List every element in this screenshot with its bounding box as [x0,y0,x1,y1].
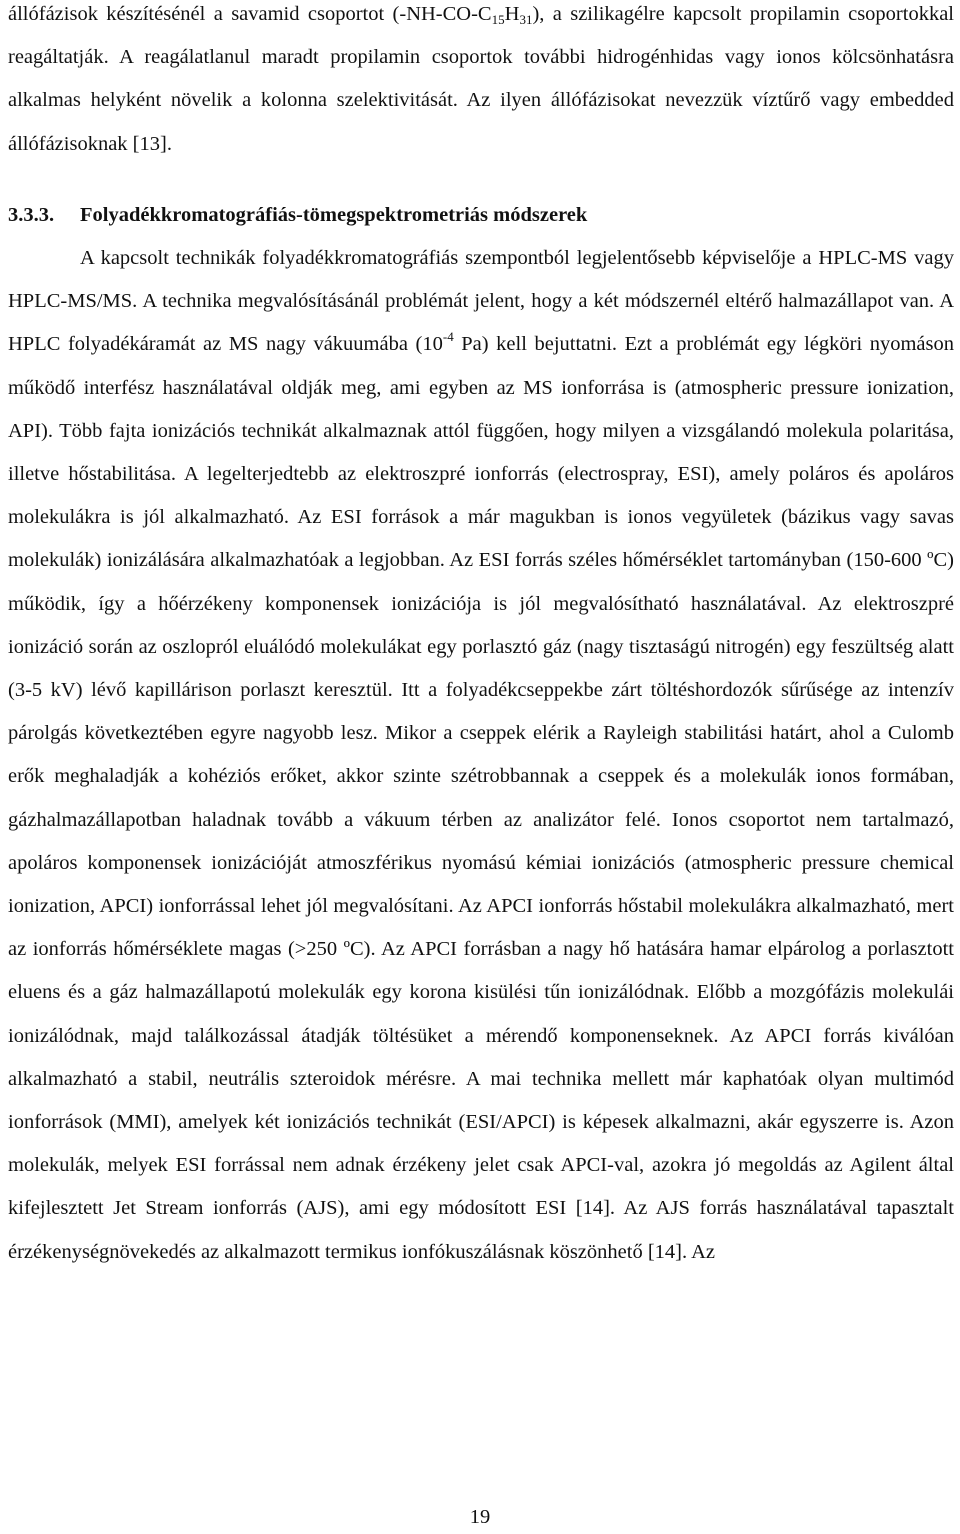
intro-text-3: ), a szilikagélre kapcsolt propilamin csoportokkal reagáltatják. A reagálatlanul maradt propilamin csoportok további hidrogénhidas vagy ionos kölcsönhatásra alkalmas helyként növelik a kolonna szelektivitását. Az ilyen állófázisokat nevezzük víztűrő vagy embedded állófázisoknak [13]. [8,3,954,155]
intro-paragraph [8,0,954,166]
document-page [8,0,954,1274]
page-number: 19 [469,1506,491,1528]
section-heading [8,194,954,237]
subscript-15: 15 [491,12,505,27]
section-title: Folyadékkromatográfiás-tömegspektrometriás módszerek [80,203,588,226]
body-text-2: Pa) kell bejuttatni. Ezt a problémát egy légköri nyomáson működő interfész használatával oldják meg, ami egyben az MS ionforrása is (atmospheric pressure ionization, API). Több fajta ionizációs technikát alkalmaznak attól függően, hogy milyen a vizsgálandó molekula polaritása, illetve hőstabilitása. A legelterjedtebb az elektroszpré ionforrás (electrospray, ESI), amely poláros és apoláros molekulákra is jól alkalmazható. Az ESI források a már magukban is ionos vegyületek (bázikus vagy savas molekulák) ionizálására alkalmazhatóak a legjobban. Az ESI forrás széles hőmérséklet tartományban (150-600 ºC) működik, így a hőérzékeny komponensek ionizációja is jól megvalósítható használatával. Az elektroszpré ionizáció során az oszlopról eluálódó molekulákat egy porlasztó gáz (nagy tisztaságú nitrogén) egy feszültség alatt (3-5 kV) lévő kapillárison porlaszt keresztül. Itt a folyadékcseppekbe zárt töltéshordozók sűrűsége az intenzív párolgás következtében egyre nagyobb lesz. Mikor a cseppek elérik a Rayleigh stabilitási határt, ahol a Culomb erők meghaladják a kohéziós erőket, akkor szinte szétrobbannak a cseppek és a molekulák ionos formában, gázhalmazállapotban haladnak tovább a vákuum térben az analizátor felé. Ionos csoportot nem tartalmazó, apoláros komponensek ionizációját atmoszférikus nyomású kémiai ionizációs (atmospheric pressure chemical ionization, APCI) ionforrással lehet jól megvalósítani. Az APCI ionforrás hőstabil molekulákra alkalmazható, mert az ionforrás hőmérséklete magas (>250 ºC). Az APCI forrásban a nagy hő hatására hamar elpárolog a porlasztott eluens és a gáz halmazállapotú molekulák egy korona kisülési tűn ionizálódnak. Előbb a mozgófázis molekulái ionizálódnak, majd találkozással átadják töltésüket a mérendő komponenseknek. Az APCI forrás kiválóan alkalmazható a stabil, neutrális szteroidok mérésre. A mai technika mellett már kaphatóak olyan multimód ionforrások (MMI), amelyek két ionizációs technikát (ESI/APCI) is képesek alkalmazni, akár egyszerre is. Azon molekulák, melyek ESI forrással nem adnak érzékeny jelet csak APCI-val, azokra jó megoldás az Agilent által kifejlesztett Jet Stream ionforrás (AJS), ami egy módosított ESI [14]. Az AJS forrás használatával tapasztalt érzékenységnövekedés az alkalmazott termikus ionfókuszálásnak köszönhető [14]. Az [8,333,954,1263]
intro-text-1: állófázisok készítésénél a savamid csoportot (-NH-CO-C [8,3,492,25]
superscript-exponent: -4 [442,329,454,345]
body-text-1: A kapcsolt technikák folyadékkromatográfiás szempontból legjelentősebb képviselője a HPLC-MS vagy HPLC-MS/MS. A technika megvalósításánál problémát jelent, hogy a két módszernél eltérő halmazállapot van. A HPLC folyadékáramát az MS nagy vákuumába (10 [8,247,954,356]
section-number: 3.3.3. [8,203,55,226]
intro-text-2: H [504,3,520,25]
body-paragraph [8,237,954,1274]
subscript-31: 31 [519,12,533,27]
